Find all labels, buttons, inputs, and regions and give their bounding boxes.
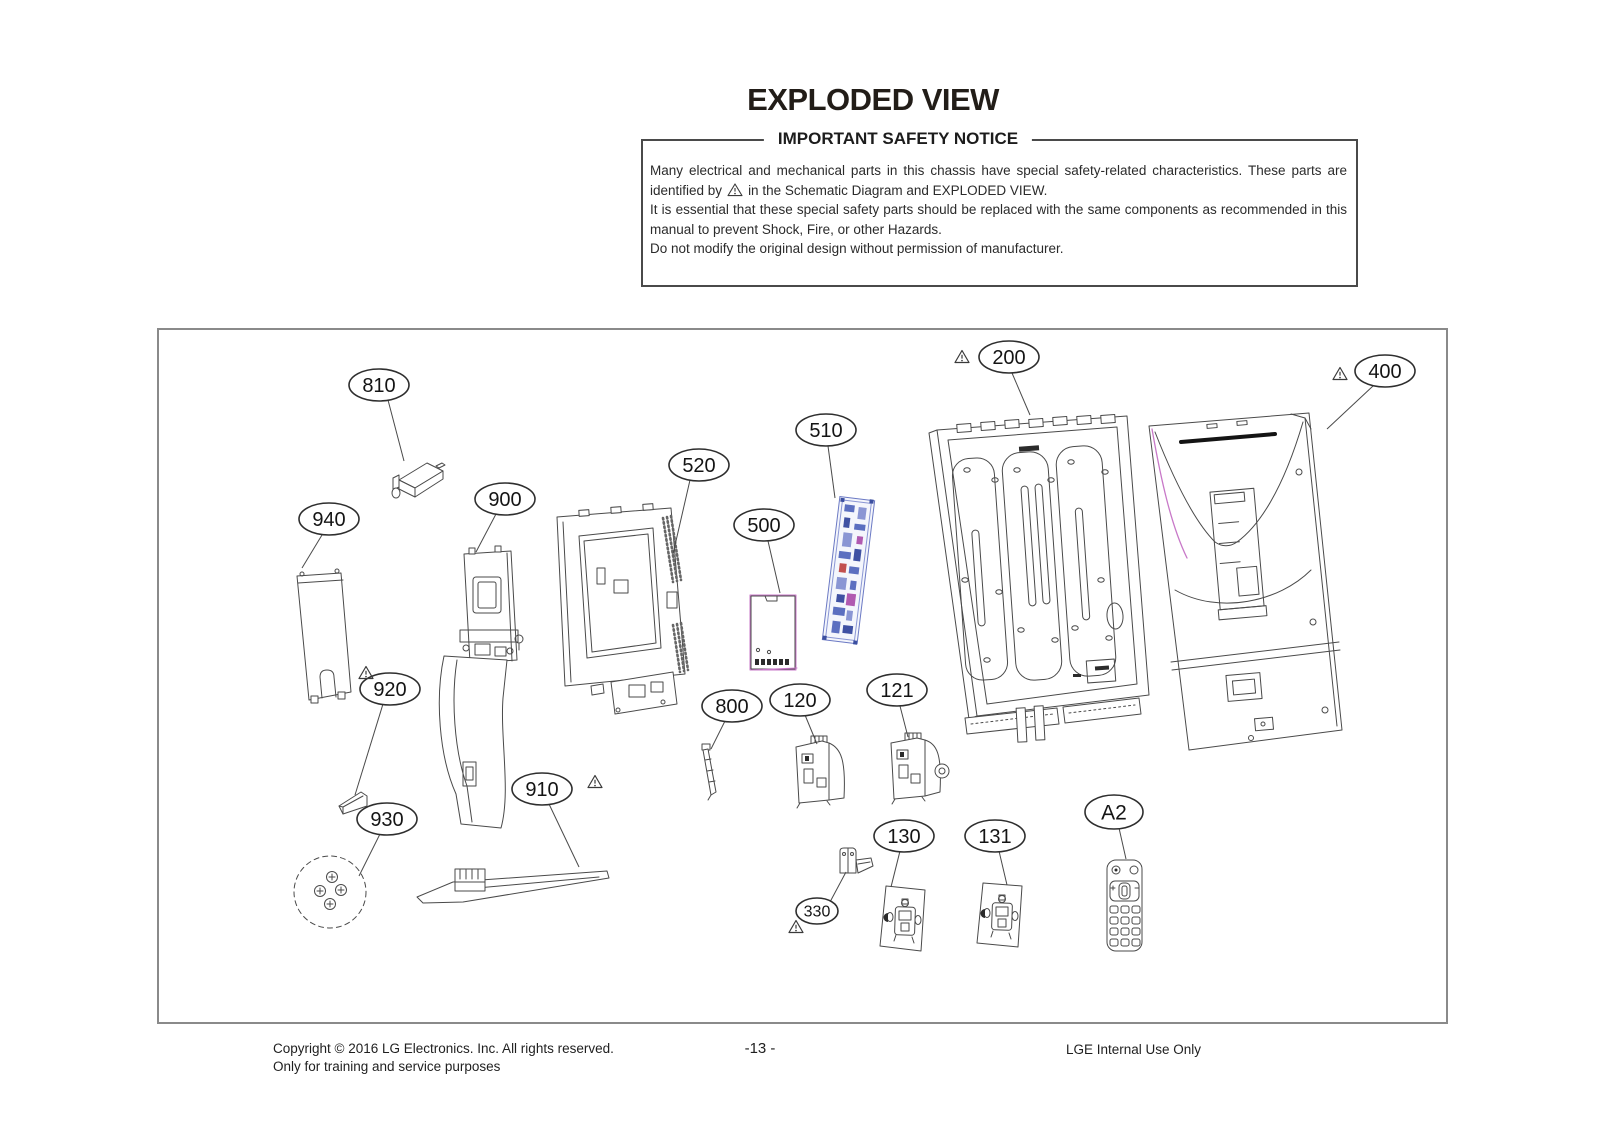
callout-A2	[1085, 795, 1143, 859]
part-800-rod	[702, 744, 716, 800]
callout-label-920: 920	[373, 679, 407, 701]
callout-810	[349, 369, 409, 461]
callout-120	[770, 684, 830, 744]
part-stand-neck	[439, 656, 507, 828]
callout-200	[955, 341, 1039, 415]
footer-page-number: -13 -	[744, 1040, 776, 1057]
part-200-panel	[929, 415, 1149, 743]
warning-triangle-icon	[588, 776, 602, 788]
part-520-main-frame	[557, 504, 688, 714]
footer-internal-use: LGE Internal Use Only	[1066, 1042, 1202, 1057]
callout-label-200: 200	[992, 347, 1026, 369]
part-900-hinge-bracket	[460, 546, 523, 663]
footer-copyright-line1: Copyright © 2016 LG Electronics. Inc. All rights reserved.	[273, 1041, 614, 1056]
callout-400	[1327, 355, 1415, 429]
part-400-back-cover	[1149, 413, 1342, 750]
callout-930	[357, 803, 417, 876]
callout-label-400: 400	[1368, 361, 1402, 383]
callout-label-940: 940	[312, 509, 346, 531]
part-121-speaker	[891, 733, 949, 804]
callout-330	[789, 872, 846, 933]
callout-label-500: 500	[747, 515, 781, 537]
callout-label-930: 930	[370, 809, 404, 831]
part-510-pcb	[822, 496, 875, 645]
callout-label-120: 120	[783, 690, 817, 712]
callout-label-131: 131	[978, 826, 1012, 848]
callout-520	[669, 449, 729, 554]
callout-131	[965, 820, 1025, 885]
part-131-wall-bracket	[977, 883, 1022, 947]
safety-notice-heading: IMPORTANT SAFETY NOTICE	[764, 129, 1032, 149]
callout-label-510: 510	[809, 420, 843, 442]
safety-notice-body	[643, 141, 1356, 259]
callout-130	[874, 820, 934, 887]
callout-label-800: 800	[715, 696, 749, 718]
exploded-view-drawing	[159, 330, 1446, 1022]
part-810-bracket	[392, 463, 445, 498]
notice-paragraph-2: It is essential that these special safety parts should be replaced with the same components as recommended in this manual to prevent Shock, Fire, or other Hazards.	[650, 202, 1347, 237]
exploded-view-diagram	[157, 328, 1448, 1024]
callout-121	[867, 674, 927, 737]
callout-label-520: 520	[682, 455, 716, 477]
callout-940	[299, 503, 359, 568]
part-940-cover	[297, 569, 351, 703]
callout-500	[734, 509, 794, 593]
page-title: EXPLODED VIEW	[747, 82, 999, 117]
warning-triangle-icon	[727, 183, 743, 197]
callout-910	[512, 773, 602, 867]
part-120-speaker	[796, 736, 844, 808]
callout-label-A2: A2	[1101, 801, 1127, 825]
warning-triangle-icon	[1333, 368, 1347, 380]
callout-label-121: 121	[880, 680, 914, 702]
part-930-screws	[294, 856, 366, 928]
callout-label-130: 130	[887, 826, 921, 848]
part-910-stand-base	[417, 869, 609, 903]
notice-paragraph-3: Do not modify the original design without permission of manufacturer.	[650, 241, 1064, 256]
part-130-wall-bracket	[880, 886, 925, 951]
warning-triangle-icon	[789, 921, 803, 933]
footer-copyright	[273, 1040, 614, 1076]
warning-triangle-icon	[955, 351, 969, 363]
callout-510	[796, 414, 856, 498]
callout-900	[475, 483, 535, 552]
callout-label-330: 330	[803, 903, 831, 921]
callout-label-910: 910	[525, 779, 559, 801]
callout-800	[702, 690, 762, 749]
callout-label-900: 900	[488, 489, 522, 511]
safety-notice	[641, 129, 1358, 287]
notice-paragraph-1: Many electrical and mechanical parts in this chassis have special safety-related characteristics. These parts are identified by in the Schematic Diagram and EXPLODED VIEW.	[650, 163, 1347, 198]
callout-920	[355, 667, 420, 796]
part-a2-remote	[1107, 860, 1142, 951]
footer-copyright-line2: Only for training and service purposes	[273, 1059, 501, 1074]
callout-label-810: 810	[362, 375, 396, 397]
part-500-board	[750, 595, 797, 670]
part-330-bracket	[840, 848, 873, 873]
